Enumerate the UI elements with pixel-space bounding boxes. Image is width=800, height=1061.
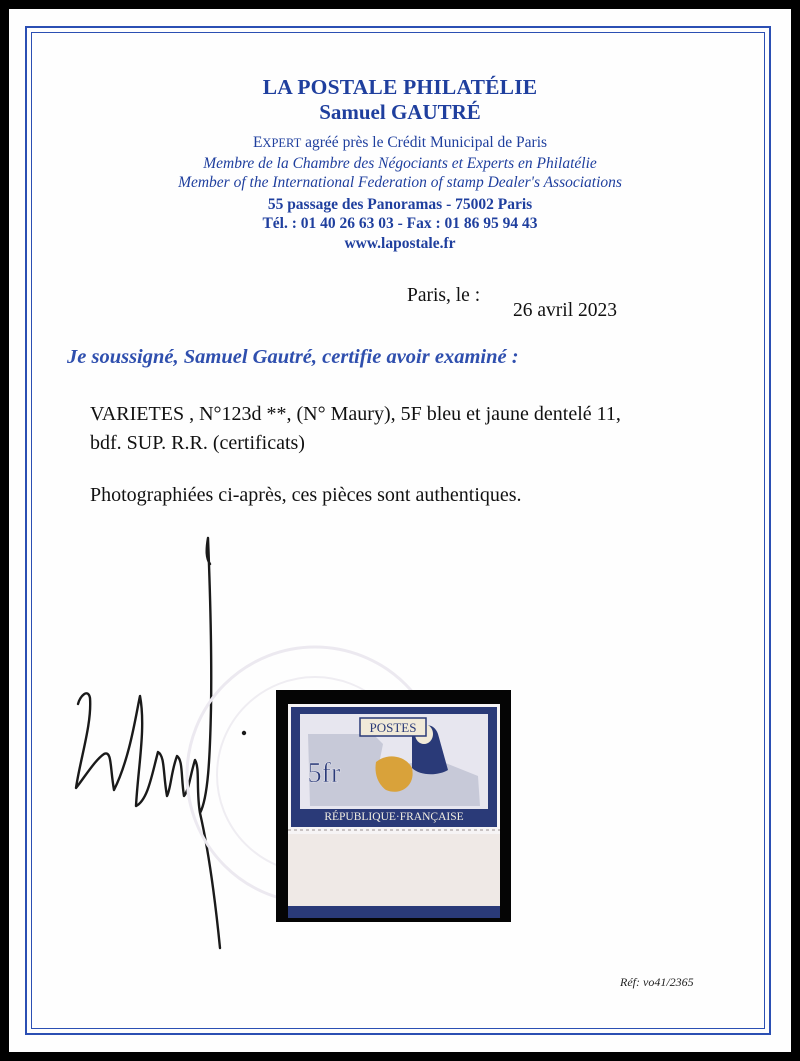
- expert-accreditation: [0, 134, 800, 152]
- membership-english: Member of the International Federation of stamp Dealer's Associations: [178, 174, 622, 191]
- expert-accreditation-rest: agréé près le Crédit Municipal de Paris: [301, 134, 548, 151]
- authenticity-note: Photographiées ci-après, ces pièces sont authentiques.: [90, 484, 522, 506]
- item-description-line-1: VARIETES , N°123d **, (N° Maury), 5F bleu et jaune dentelé 11,: [90, 403, 621, 425]
- stamp-sheet-margin: [288, 834, 500, 906]
- stamp-image: [288, 704, 500, 918]
- membership-french: Membre de la Chambre des Négociants et Experts en Philatélie: [203, 155, 597, 172]
- stamp-top-label: POSTES: [369, 720, 417, 735]
- website: www.lapostale.fr: [344, 235, 456, 252]
- stamp-country: RÉPUBLIQUE·FRANÇAISE: [324, 811, 464, 823]
- reference-number: Réf: vo41/2365: [620, 975, 694, 989]
- company-name: LA POSTALE PHILATÉLIE: [262, 75, 538, 99]
- stamp-value: 5fr: [307, 758, 341, 789]
- expert-word: EXPERT: [252, 134, 302, 151]
- item-description-line-2: bdf. SUP. R.R. (certificats): [90, 432, 305, 454]
- certificate-date: 26 avril 2023: [513, 300, 617, 321]
- phone-fax: Tél. : 01 40 26 63 03 - Fax : 01 86 95 94 43: [262, 215, 538, 232]
- expert-name: Samuel GAUTRÉ: [319, 100, 481, 124]
- address: 55 passage des Panoramas - 75002 Paris: [267, 196, 533, 213]
- certification-statement: Je soussigné, Samuel Gautré, certifie avoir examiné :: [67, 346, 519, 368]
- place-label: Paris, le :: [407, 285, 481, 306]
